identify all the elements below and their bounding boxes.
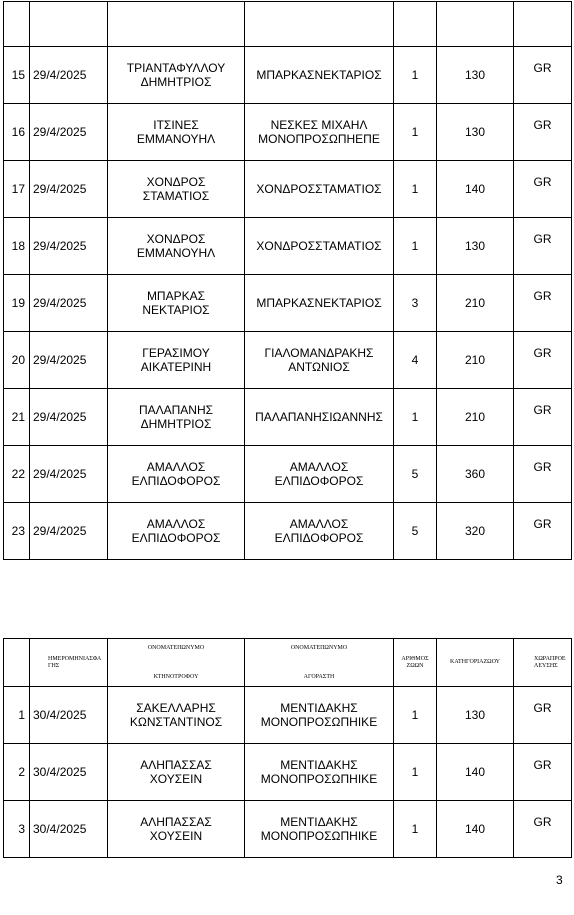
country-cell [514,332,572,389]
date-cell-text: 29/4/2025 [33,239,87,253]
header-cell [108,2,245,47]
category-cell [437,332,514,389]
quantity-cell [394,275,437,332]
owner-cell [108,389,245,446]
owner-cell [108,275,245,332]
owner-cell-line: ΧΟΝΔΡΟΣ [146,175,206,189]
category-cell [437,744,514,801]
buyer-cell-line: ΠΑΛΑΠΑΝΗΣΙΩΑΝΝΗΣ [255,410,383,424]
owner-cell [108,744,245,801]
country-cell-text: GR [533,289,552,303]
country-cell [514,503,572,560]
date-cell-text: 29/4/2025 [33,296,87,310]
date-cell [30,446,108,503]
buyer-cell-line: ΜΟΝΟΠΡΟΣΩΠΗΙΚΕ [260,715,378,729]
buyer-cell-line: ΜΕΝΤΙΔΑΚΗΣ [280,758,358,772]
row-number-text: 15 [11,68,25,82]
category-cell [437,801,514,858]
row-number [4,687,30,744]
date-cell-text: 30/4/2025 [33,822,87,836]
category-cell [437,47,514,104]
quantity-cell [394,389,437,446]
row-number [4,161,30,218]
date-cell-text: 29/4/2025 [33,125,87,139]
date-cell [30,687,108,744]
owner-cell [108,47,245,104]
buyer-cell [245,389,394,446]
date-cell-text: 29/4/2025 [33,467,87,481]
buyer-cell [245,801,394,858]
country-cell [514,161,572,218]
country-cell [514,47,572,104]
header-category-label: ΚΑΤΗΓΟΡΙΑΖΩΟΥ [450,659,500,665]
country-cell [514,801,572,858]
header-row [4,639,572,687]
owner-cell [108,161,245,218]
header-cell [245,2,394,47]
category-cell [437,503,514,560]
owner-cell-line: ΑΛΗΠΑΣΣΑΣ [140,758,212,772]
buyer-cell [245,332,394,389]
row-number [4,218,30,275]
buyer-cell [245,744,394,801]
date-cell-text: 29/4/2025 [33,68,87,82]
country-cell [514,104,572,161]
country-cell-text: GR [533,61,552,75]
table-row [4,47,572,104]
row-number-text: 20 [11,353,25,367]
buyer-cell-line: ΧΟΝΔΡΟΣΣΤΑΜΑΤΙΟΣ [256,239,382,253]
quantity-cell-text: 1 [411,239,419,253]
header-buyer-bottom: ΑΓΟΡΑΣΤΗ [303,673,335,680]
owner-cell-line: ΑΙΚΑΤΕΡΙΝΗ [140,360,212,374]
owner-cell [108,104,245,161]
page-number: 3 [556,873,563,887]
owner-cell-line: ΕΜΜΑΝΟΥΗΛ [136,246,216,260]
table-row [4,503,572,560]
buyer-cell-line: ΜΕΝΤΙΔΑΚΗΣ [280,701,358,715]
country-cell-text: GR [533,232,552,246]
category-cell [437,275,514,332]
buyer-cell-line: ΓΙΑΛΟΜΑΝΔΡΑΚΗΣ [264,346,374,360]
row-number-text: 1 [18,708,25,722]
header-owner-bottom: ΚΤΗΝΟΤΡΟΦΟΥ [153,673,199,680]
quantity-cell-text: 4 [411,353,419,367]
country-cell [514,218,572,275]
header-cell [437,2,514,47]
header-row-blank [4,2,572,47]
quantity-cell-text: 1 [411,125,419,139]
owner-cell-line: ΤΡΙΑΝΤΑΦΥΛΛΟΥ [126,61,226,75]
table-bottom-body [4,687,572,858]
date-cell-text: 29/4/2025 [33,182,87,196]
date-cell [30,275,108,332]
quantity-cell-text: 1 [411,708,419,722]
owner-cell-line: ΣΤΑΜΑΤΙΟΣ [142,189,210,203]
country-cell [514,744,572,801]
quantity-cell-text: 5 [411,467,419,481]
owner-cell [108,218,245,275]
table-row [4,218,572,275]
owner-cell-line: ΑΛΗΠΑΣΣΑΣ [140,815,212,829]
row-number [4,389,30,446]
quantity-cell [394,218,437,275]
header-cell-date [30,639,108,687]
table-row [4,275,572,332]
owner-cell-line: ΔΗΜΗΤΡΙΟΣ [140,417,212,431]
row-number-text: 21 [11,410,25,424]
buyer-cell-line: ΕΛΠΙΔΟΦΟΡΟΣ [274,474,364,488]
quantity-cell [394,503,437,560]
category-cell-text: 210 [464,410,486,424]
country-cell-text: GR [533,815,552,829]
owner-cell-line: ΚΩΝΣΤΑΝΤΙΝΟΣ [129,715,223,729]
row-number [4,801,30,858]
date-cell [30,104,108,161]
header-cell [30,2,108,47]
quantity-cell [394,332,437,389]
category-cell [437,161,514,218]
owner-cell [108,687,245,744]
date-cell [30,744,108,801]
date-cell-text: 29/4/2025 [33,524,87,538]
category-cell [437,446,514,503]
quantity-cell [394,744,437,801]
buyer-cell-line: ΜΕΝΤΙΔΑΚΗΣ [280,815,358,829]
livestock-table-bottom [3,638,572,858]
owner-cell-line: ΧΟΥΣΕΙΝ [149,772,203,786]
quantity-cell [394,47,437,104]
owner-cell-line: ΝΕΚΤΑΡΙΟΣ [142,303,210,317]
owner-cell-line: ΠΑΛΑΠΑΝΗΣ [138,403,214,417]
category-cell [437,389,514,446]
buyer-cell-line: ΧΟΝΔΡΟΣΣΤΑΜΑΤΙΟΣ [256,182,382,196]
category-cell-text: 140 [464,822,486,836]
buyer-cell [245,161,394,218]
category-cell [437,687,514,744]
quantity-cell [394,687,437,744]
row-number-text: 22 [11,467,25,481]
buyer-cell-line: ΜΠΑΡΚΑΣΝΕΚΤΑΡΙΟΣ [256,68,382,82]
table-row [4,744,572,801]
table-top-body [4,47,572,560]
quantity-cell [394,801,437,858]
category-cell-text: 140 [464,765,486,779]
buyer-cell-line: ΝΕΣΚΕΣ ΜΙΧΑΗΛ [270,118,368,132]
category-cell-text: 210 [464,296,486,310]
owner-cell-line: ΕΛΠΙΔΟΦΟΡΟΣ [131,531,221,545]
header-cell-num [4,639,30,687]
quantity-cell [394,161,437,218]
category-cell-text: 130 [464,125,486,139]
country-cell [514,275,572,332]
owner-cell-line: ΕΛΠΙΔΟΦΟΡΟΣ [131,474,221,488]
quantity-cell-text: 1 [411,822,419,836]
row-number [4,332,30,389]
owner-cell-line: ΑΜΑΛΛΟΣ [146,460,206,474]
owner-cell-line: ΑΜΑΛΛΟΣ [146,517,206,531]
header-cell [4,2,30,47]
buyer-cell-line: ΕΛΠΙΔΟΦΟΡΟΣ [274,531,364,545]
table-row [4,687,572,744]
category-cell [437,104,514,161]
owner-cell-line: ΣΑΚΕΛΛΑΡΗΣ [136,701,216,715]
table-row [4,801,572,858]
quantity-cell-text: 5 [411,524,419,538]
owner-cell-line: ΔΗΜΗΤΡΙΟΣ [140,75,212,89]
table-row [4,104,572,161]
country-cell-text: GR [533,175,552,189]
country-cell-text: GR [533,460,552,474]
owner-cell-line: ΕΜΜΑΝΟΥΗΛ [136,132,216,146]
category-cell-text: 140 [464,182,486,196]
country-cell-text: GR [533,701,552,715]
country-cell-text: GR [533,403,552,417]
buyer-cell-line: ΑΝΤΩΝΙΟΣ [288,360,350,374]
category-cell-text: 210 [464,353,486,367]
row-number [4,275,30,332]
buyer-cell [245,503,394,560]
country-cell [514,687,572,744]
header-cell-category [437,639,514,687]
header-qty-label: ΑΡΙΘΜΟΣ ΖΩΩΝ [401,655,429,669]
row-number [4,744,30,801]
row-number [4,503,30,560]
country-cell [514,446,572,503]
date-cell [30,161,108,218]
date-cell [30,503,108,560]
header-cell-owner [108,639,245,687]
quantity-cell-text: 1 [411,182,419,196]
header-owner-top: ΟΝΟΜΑΤΕΠΩΝΥΜΟ [147,644,205,651]
quantity-cell [394,104,437,161]
table-row [4,446,572,503]
buyer-cell-line: ΜΟΝΟΠΡΟΣΩΠΗΙΚΕ [260,772,378,786]
row-number-text: 18 [11,239,25,253]
row-number-text: 23 [11,524,25,538]
row-number [4,47,30,104]
date-cell [30,332,108,389]
buyer-cell [245,47,394,104]
category-cell-text: 130 [464,239,486,253]
owner-cell [108,801,245,858]
row-number [4,104,30,161]
quantity-cell-text: 3 [411,296,419,310]
row-number-text: 19 [11,296,25,310]
buyer-cell-line: ΜΠΑΡΚΑΣΝΕΚΤΑΡΙΟΣ [256,296,382,310]
owner-cell [108,503,245,560]
buyer-cell [245,275,394,332]
row-number-text: 17 [11,182,25,196]
category-cell [437,218,514,275]
buyer-cell [245,687,394,744]
country-cell-text: GR [533,346,552,360]
date-cell-text: 29/4/2025 [33,353,87,367]
owner-cell-line: ΙΤΣΙΝΕΣ [153,118,199,132]
country-cell [514,389,572,446]
table-row [4,332,572,389]
quantity-cell-text: 1 [411,68,419,82]
quantity-cell-text: 1 [411,410,419,424]
header-cell [394,2,437,47]
buyer-cell-line: ΑΜΑΛΛΟΣ [289,517,349,531]
owner-cell-line: ΓΕΡΑΣΙΜΟΥ [142,346,210,360]
date-cell-text: 29/4/2025 [33,410,87,424]
country-cell-text: GR [533,517,552,531]
country-cell-text: GR [533,118,552,132]
country-cell-text: GR [533,758,552,772]
date-cell [30,801,108,858]
buyer-cell-line: ΑΜΑΛΛΟΣ [289,460,349,474]
owner-cell-line: ΜΠΑΡΚΑΣ [146,289,206,303]
buyer-cell [245,446,394,503]
buyer-cell-line: ΜΟΝΟΠΡΟΣΩΠΗΙΚΕ [260,829,378,843]
livestock-table-top [3,1,572,560]
owner-cell [108,332,245,389]
row-number-text: 3 [18,822,25,836]
owner-cell [108,446,245,503]
row-number [4,446,30,503]
header-cell-buyer [245,639,394,687]
date-cell-text: 30/4/2025 [33,765,87,779]
header-country-label: ΧΩΡΑΠΡΟΕΛΕΥΣΗΣ [534,655,566,669]
table-row [4,389,572,446]
date-cell [30,389,108,446]
owner-cell-line: ΧΟΝΔΡΟΣ [146,232,206,246]
row-number-text: 16 [11,125,25,139]
date-cell [30,218,108,275]
row-number-text: 2 [18,765,25,779]
header-cell-qty [394,639,437,687]
header-cell-country [514,639,572,687]
header-cell [514,2,572,47]
owner-cell-line: ΧΟΥΣΕΙΝ [149,829,203,843]
category-cell-text: 130 [464,708,486,722]
table-row [4,161,572,218]
header-buyer-top: ΟΝΟΜΑΤΕΠΩΝΥΜΟ [290,644,348,651]
quantity-cell-text: 1 [411,765,419,779]
date-cell-text: 30/4/2025 [33,708,87,722]
buyer-cell [245,104,394,161]
quantity-cell [394,446,437,503]
buyer-cell-line: ΜΟΝΟΠΡΟΣΩΠΗΕΠΕ [258,132,380,146]
date-cell [30,47,108,104]
category-cell-text: 320 [464,524,486,538]
category-cell-text: 360 [464,467,486,481]
buyer-cell [245,218,394,275]
category-cell-text: 130 [464,68,486,82]
header-date-label: ΗΜΕΡΟΜΗΝΙΑΣΦΑΓΗΣ [48,655,102,669]
